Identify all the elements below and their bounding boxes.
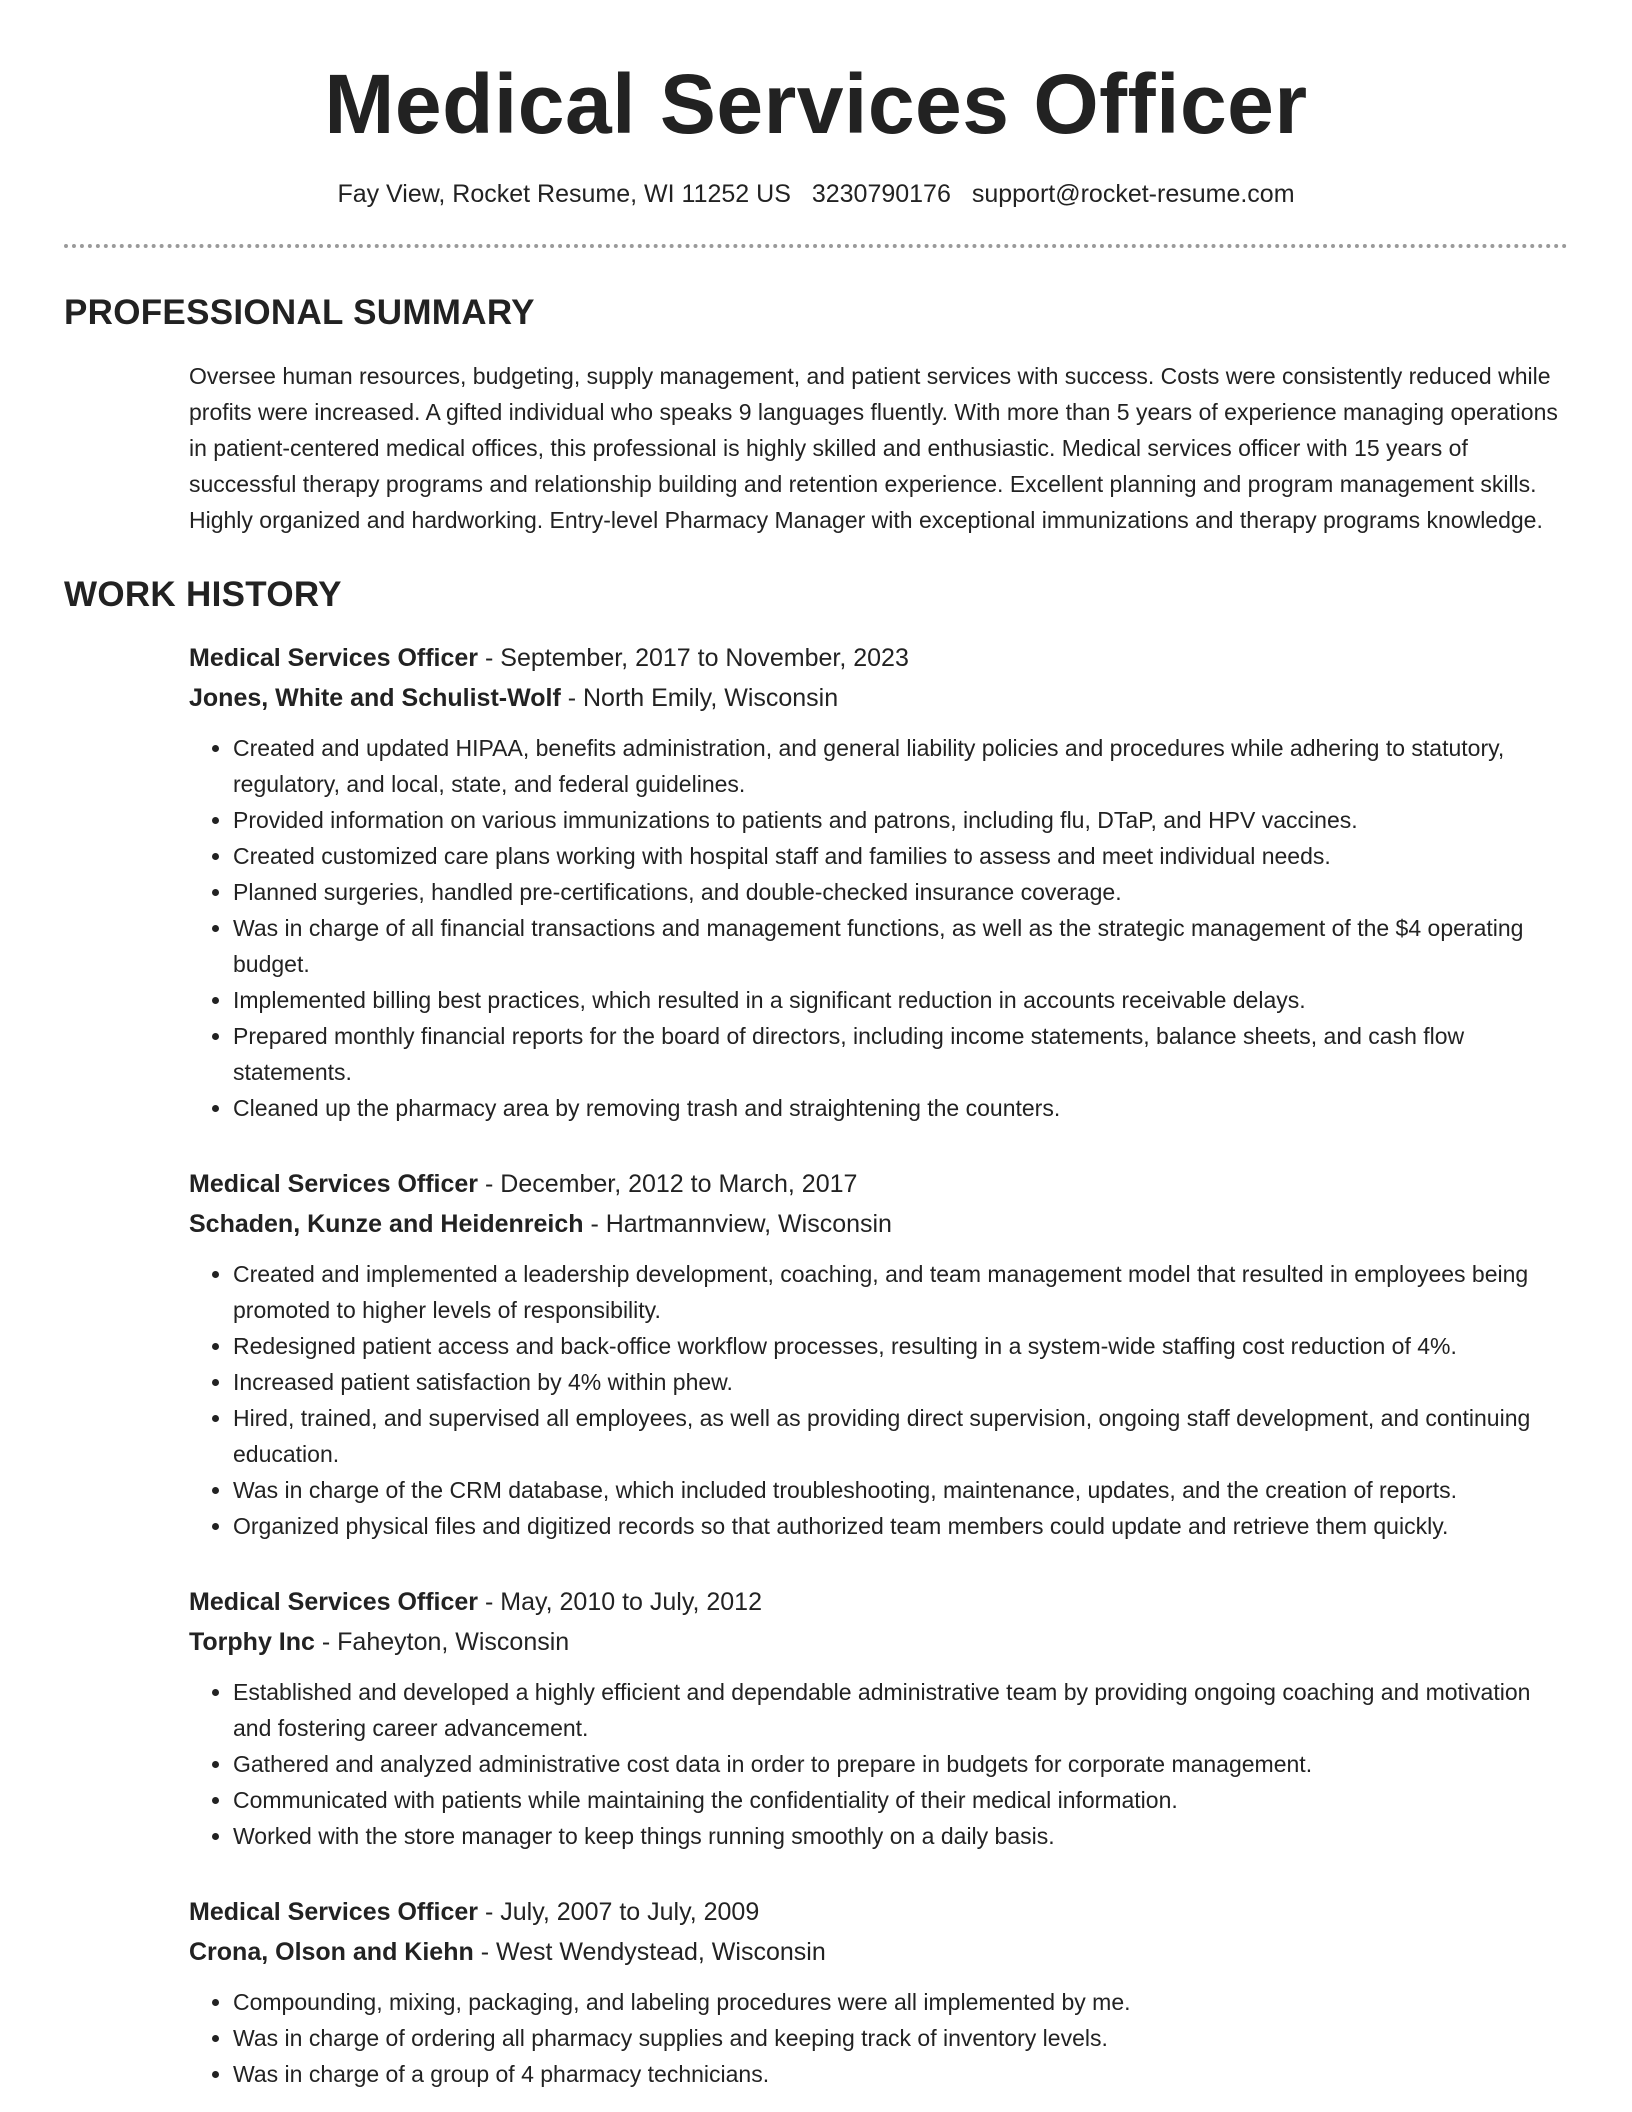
job-bullet: • Created and updated HIPAA, benefits administration, and general liability policies and procedures while adhering to statutory, regulatory, and local, state, and federal guidelines.: [233, 730, 1568, 802]
job-entry: [189, 1892, 1568, 2092]
summary-text: Oversee human resources, budgeting, supply management, and patient services with success. Costs were consistently reduced while profits were increased. A gifted individual who speaks 9 languages fluently. With more than 5 years of experience managing operations in patient-centered medical offices, this professional is highly skilled and enthusiastic. Medical services officer with 15 years of successful therapy programs and relationship building and retention experience. Excellent planning and program management skills. Highly organized and hardworking. Entry-level Pharmacy Manager with exceptional immunizations and therapy programs knowledge.: [189, 363, 1558, 533]
job-bullet: • Increased patient satisfaction by 4% within phew.: [233, 1364, 1568, 1400]
job-location: - Hartmannview, Wisconsin: [583, 1210, 892, 1238]
work-history-heading: WORK HISTORY: [64, 575, 342, 614]
job-bullet: • Created customized care plans working with hospital staff and families to assess and meet individual needs.: [233, 838, 1568, 874]
job-title-line: [189, 1164, 1568, 1204]
job-bullet: • Was in charge of a group of 4 pharmacy technicians.: [233, 2056, 1568, 2092]
job-company: Jones, White and Schulist-Wolf: [189, 684, 561, 712]
summary-heading: PROFESSIONAL SUMMARY: [64, 293, 535, 332]
job-bullet: • Established and developed a highly efficient and dependable administrative team by providing ongoing coaching and motivation and fostering career advancement.: [233, 1674, 1568, 1746]
job-company: Crona, Olson and Kiehn: [189, 1938, 474, 1966]
job-bullets: [189, 730, 1568, 1126]
contact-email: support@rocket-resume.com: [971, 180, 1295, 208]
job-bullet: • Implemented billing best practices, which resulted in a significant reduction in accounts receivable delays.: [233, 982, 1568, 1018]
work-history-list: [189, 638, 1568, 2092]
job-bullet: • Communicated with patients while maintaining the confidentiality of their medical information.: [233, 1782, 1568, 1818]
job-bullet: • Prepared monthly financial reports for the board of directors, including income statements, balance sheets, and cash flow statements.: [233, 1018, 1568, 1090]
job-role: Medical Services Officer: [189, 1898, 479, 1926]
job-dates: - December, 2012 to March, 2017: [478, 1170, 858, 1198]
job-bullet: • Was in charge of ordering all pharmacy supplies and keeping track of inventory levels.: [233, 2020, 1568, 2056]
job-title-line: [189, 1582, 1568, 1622]
job-bullet: • Created and implemented a leadership development, coaching, and team management model that resulted in employees being promoted to higher levels of responsibility.: [233, 1256, 1568, 1328]
resume-page: [64, 0, 1568, 2092]
job-location: - North Emily, Wisconsin: [560, 684, 839, 712]
header-divider: [64, 244, 1568, 248]
job-bullet: • Organized physical files and digitized records so that authorized team members could update and retrieve them quickly.: [233, 1508, 1568, 1544]
job-bullet: • Planned surgeries, handled pre-certifications, and double-checked insurance coverage.: [233, 874, 1568, 910]
job-company-line: [189, 1622, 1568, 1662]
job-bullets: [189, 1256, 1568, 1544]
job-title-line: [189, 638, 1568, 678]
job-bullet: • Worked with the store manager to keep things running smoothly on a daily basis.: [233, 1818, 1568, 1854]
job-bullet: • Hired, trained, and supervised all employees, as well as providing direct supervision, ongoing staff development, and continuing education.: [233, 1400, 1568, 1472]
job-entry: [189, 638, 1568, 1126]
job-dates: - September, 2017 to November, 2023: [478, 644, 909, 672]
job-company-line: [189, 1204, 1568, 1244]
job-role: Medical Services Officer: [189, 644, 479, 672]
job-entry: [189, 1582, 1568, 1854]
contact-address: Fay View, Rocket Resume, WI 11252 US: [337, 180, 791, 208]
job-company-line: [189, 678, 1568, 718]
job-bullet: • Was in charge of all financial transactions and management functions, as well as the strategic management of the $4 operating budget.: [233, 910, 1568, 982]
job-bullet: • Compounding, mixing, packaging, and labeling procedures were all implemented by me.: [233, 1984, 1568, 2020]
contact-line: [64, 178, 1568, 210]
job-bullet: • Redesigned patient access and back-office workflow processes, resulting in a system-wide staffing cost reduction of 4%.: [233, 1328, 1568, 1364]
job-bullet: • Cleaned up the pharmacy area by removing trash and straightening the counters.: [233, 1090, 1568, 1126]
job-bullet: • Provided information on various immunizations to patients and patrons, including flu, DTaP, and HPV vaccines.: [233, 802, 1568, 838]
job-entry: [189, 1164, 1568, 1544]
job-company: Schaden, Kunze and Heidenreich: [189, 1210, 584, 1238]
job-dates: - July, 2007 to July, 2009: [478, 1898, 760, 1926]
job-company-line: [189, 1932, 1568, 1972]
job-location: - Faheyton, Wisconsin: [314, 1628, 570, 1656]
job-location: - West Wendystead, Wisconsin: [473, 1938, 826, 1966]
job-bullets: [189, 1674, 1568, 1854]
job-title-line: [189, 1892, 1568, 1932]
job-dates: - May, 2010 to July, 2012: [478, 1588, 762, 1616]
job-bullet: • Was in charge of the CRM database, which included troubleshooting, maintenance, updates, and the creation of reports.: [233, 1472, 1568, 1508]
job-bullets: [189, 1984, 1568, 2092]
contact-phone: 3230790176: [811, 180, 951, 208]
resume-name: Medical Services Officer: [324, 57, 1308, 151]
job-bullet: • Gathered and analyzed administrative cost data in order to prepare in budgets for corporate management.: [233, 1746, 1568, 1782]
job-company: Torphy Inc: [189, 1628, 315, 1656]
job-role: Medical Services Officer: [189, 1170, 479, 1198]
job-role: Medical Services Officer: [189, 1588, 479, 1616]
